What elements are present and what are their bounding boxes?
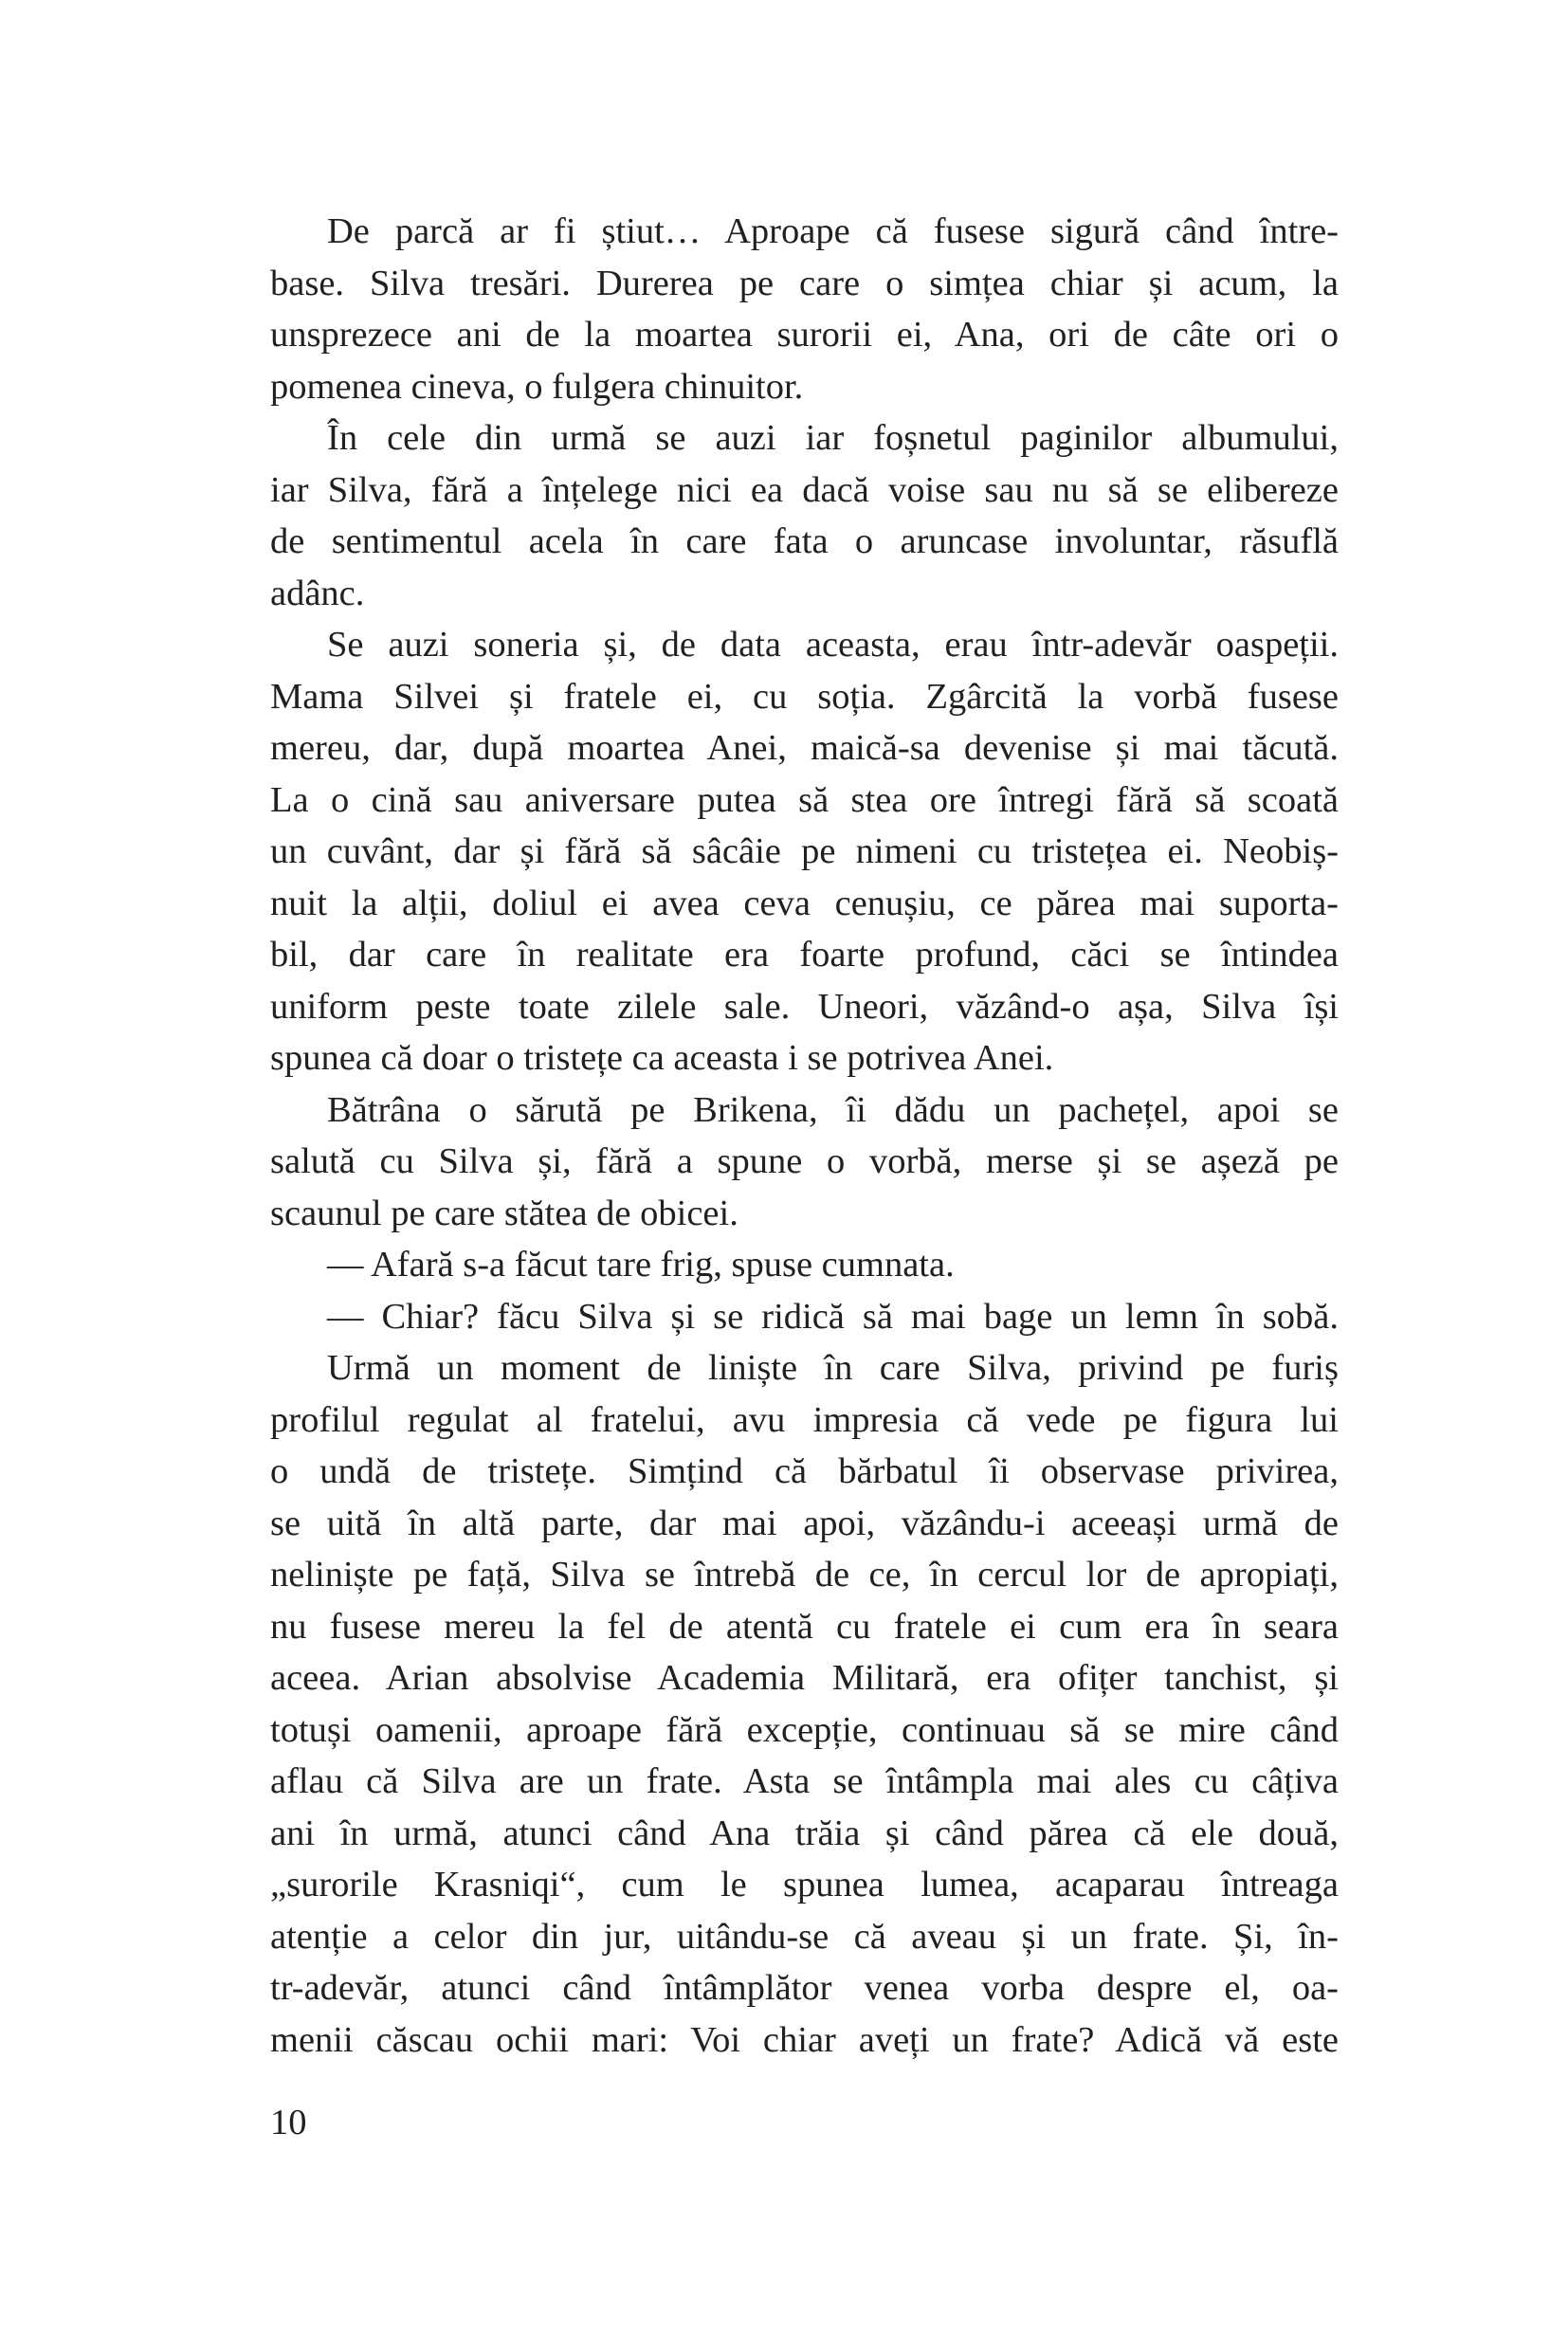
text-line: La o cină sau aniversare putea să stea ore întregi fără să scoată xyxy=(270,779,1339,820)
text-line: adânc. xyxy=(270,573,365,613)
text-line: menii căscau ochii mari: Voi chiar aveți un frate? Adică vă este xyxy=(270,2019,1339,2060)
text-line: Se auzi soneria și, de data aceasta, erau într-adevăr oaspeții. xyxy=(327,625,1339,665)
text-line: iar Silva, fără a înțelege nici ea dacă voise sau nu să se elibereze xyxy=(270,469,1339,510)
text-line: mereu, dar, după moartea Anei, maică-sa devenise și mai tăcută. xyxy=(270,728,1339,768)
text-line: pomenea cineva, o fulgera chinuitor. xyxy=(270,366,804,407)
text-line: tr-adevăr, atunci când întâmplător venea vorba despre el, oa- xyxy=(270,1968,1339,2008)
text-line: salută cu Silva și, fără a spune o vorbă, merse și se așeză pe xyxy=(270,1141,1339,1181)
text-line: nuit la alții, doliul ei avea ceva cenușiu, ce părea mai suporta- xyxy=(270,883,1339,923)
text-line: bil, dar care în realitate era foarte profund, căci se întindea xyxy=(270,935,1339,975)
text-line: o undă de tristețe. Simțind că bărbatul îi observase privirea, xyxy=(270,1451,1339,1491)
text-line: aflau că Silva are un frate. Asta se întâmpla mai ales cu câțiva xyxy=(270,1761,1339,1801)
body-text xyxy=(270,206,1339,2066)
text-line: Bătrâna o sărută pe Brikena, îi dădu un pachețel, apoi se xyxy=(327,1089,1339,1130)
text-line: Mama Silvei și fratele ei, cu soția. Zgârcită la vorbă fusese xyxy=(270,676,1339,717)
text-line: — Chiar? făcu Silva și se ridică să mai bage un lemn în sobă. xyxy=(327,1296,1339,1337)
text-line: scaunul pe care stătea de obicei. xyxy=(270,1193,738,1233)
text-line: totuși oamenii, aproape fără excepție, continuau să se mire când xyxy=(270,1709,1339,1750)
text-line: neliniște pe față, Silva se întrebă de ce, în cercul lor de apropiați, xyxy=(270,1555,1339,1595)
text-line: De parcă ar fi știut… Aproape că fusese sigură când între- xyxy=(327,211,1339,251)
text-line: un cuvânt, dar și fără să sâcâie pe nimeni cu tristețea ei. Neobiș- xyxy=(270,831,1339,871)
text-line: de sentimentul acela în care fata o aruncase involuntar, răsuflă xyxy=(270,521,1339,561)
text-line: se uită în altă parte, dar mai apoi, văzându-i aceeași urmă de xyxy=(270,1503,1339,1543)
text-line: uniform peste toate zilele sale. Uneori, văzând-o așa, Silva își xyxy=(270,986,1339,1027)
text-line: În cele din urmă se auzi iar foșnetul paginilor albumului, xyxy=(327,418,1339,458)
text-line: nu fusese mereu la fel de atentă cu fratele ei cum era în seara xyxy=(270,1606,1339,1647)
text-line: Urmă un moment de liniște în care Silva, privind pe furiș xyxy=(327,1348,1339,1388)
text-line: profilul regulat al fratelui, avu impresia că vede pe figura lui xyxy=(270,1399,1339,1440)
text-line: ani în urmă, atunci când Ana trăia și când părea că ele două, xyxy=(270,1813,1339,1853)
text-line: aceea. Arian absolvise Academia Militară, era ofițer tanchist, și xyxy=(270,1658,1339,1698)
text-line: unsprezece ani de la moartea surorii ei, Ana, ori de câte ori o xyxy=(270,315,1339,355)
text-line: spunea că doar o tristețe ca aceasta i se potrivea Anei. xyxy=(270,1038,1054,1078)
text-line: atenție a celor din jur, uitându-se că aveau și un frate. Și, în- xyxy=(270,1916,1339,1957)
text-line: „surorile Krasniqi“, cum le spunea lumea, acaparau întreaga xyxy=(270,1865,1339,1904)
text-line: base. Silva tresări. Durerea pe care o simțea chiar și acum, la xyxy=(270,263,1339,303)
page-number: 10 xyxy=(270,2103,307,2142)
text-line: — Afară s-a făcut tare frig, spuse cumnata. xyxy=(327,1245,955,1285)
